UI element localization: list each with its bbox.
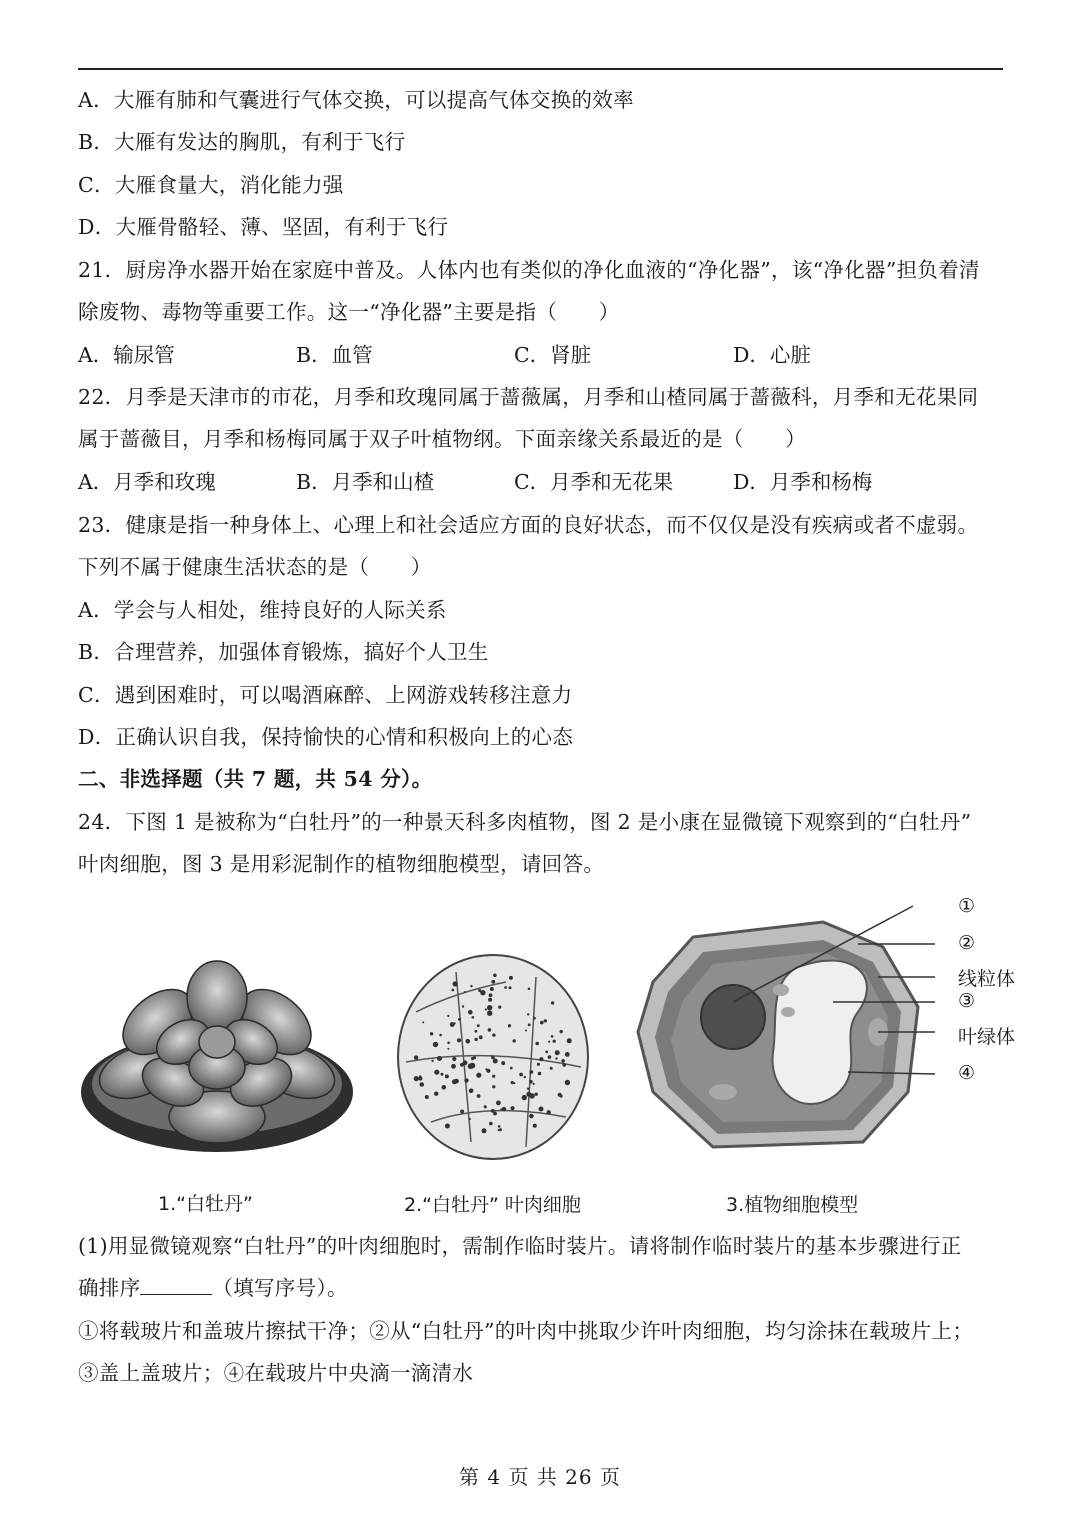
chloroplast-speck [524, 1076, 526, 1078]
chloroplast-speck [487, 1011, 492, 1016]
chloroplast-speck [434, 1070, 439, 1075]
q23-option-d: D．正确认识自我，保持愉快的心情和积极向上的心态 [78, 725, 574, 749]
chloroplast-speck [533, 1083, 535, 1085]
q24-stem-line2: 叶肉细胞，图 3 是用彩泥制作的植物细胞模型，请回答。 [78, 852, 605, 876]
chloroplast-speck [437, 1056, 441, 1060]
header-rule [78, 68, 1003, 70]
callout-chloroplast: 叶绿体 [958, 1026, 1016, 1048]
chloroplast-speck [565, 1052, 570, 1057]
chloroplast-speck [460, 1110, 464, 1114]
chloroplast-speck [477, 1024, 480, 1027]
chloroplast-speck [567, 1038, 572, 1043]
chloroplast-speck [480, 990, 485, 995]
chloroplast-speck [551, 1001, 554, 1004]
chloroplast-speck [519, 1073, 523, 1077]
q24-steps-line2: ③盖上盖玻片；④在载玻片中央滴一滴清水 [78, 1361, 474, 1385]
q22-stem-line1: 22．月季是天津市的市花，月季和玫瑰同属于蔷薇属，月季和山楂同属于蔷薇科，月季和无花果同 [78, 385, 979, 409]
chloroplast-speck [528, 1023, 531, 1026]
q21-option-a: A．输尿管 [78, 343, 175, 367]
chloroplast-speck [522, 1095, 527, 1100]
chloroplast-speck [464, 991, 466, 993]
chloroplast-speck [488, 998, 492, 1002]
chloroplast-speck [447, 1042, 450, 1045]
section2-heading: 二、非选择题（共 7 题，共 54 分）。 [78, 767, 433, 791]
callout-2: ② [958, 932, 976, 954]
chloroplast-speck [475, 1030, 478, 1033]
chloroplast-speck [479, 1035, 483, 1039]
chloroplast-speck [548, 1041, 550, 1043]
chloroplast-speck [469, 1118, 471, 1120]
chloroplast-speck [490, 987, 494, 991]
chloroplast-speck [493, 1059, 498, 1064]
chloroplast-speck [551, 1035, 554, 1038]
chloroplast-speck [529, 1114, 534, 1119]
chloroplast-speck [414, 1055, 418, 1059]
chloroplast-speck [529, 1070, 533, 1074]
chloroplast-speck [477, 1094, 481, 1098]
chloroplast-speck [457, 1038, 461, 1042]
chloroplast-speck [468, 1010, 473, 1015]
q23-stem-line1: 23．健康是指一种身体上、心理上和社会适应方面的良好状态，而不仅仅是没有疾病或者不虚弱。 [78, 513, 979, 537]
q20-option-b: B．大雁有发达的胸肌，有利于飞行 [78, 130, 406, 154]
chloroplast-speck [527, 1013, 529, 1015]
chloroplast-speck [511, 1106, 515, 1110]
chloroplast-speck [422, 1021, 424, 1023]
chloroplast-speck [476, 1073, 481, 1078]
chloroplast-speck [451, 989, 454, 992]
chloroplast-speck [453, 981, 458, 986]
figure2-mesophyll-cell-image [396, 952, 590, 1162]
chloroplast-speck [433, 1042, 438, 1047]
chloroplast-speck [560, 1030, 563, 1033]
chloroplast-speck [526, 1092, 531, 1097]
chloroplast-speck [511, 1081, 514, 1084]
chloroplast-speck [508, 1024, 511, 1027]
q21-option-d: D．心脏 [733, 343, 811, 367]
chloroplast-speck [535, 1042, 539, 1046]
chloroplast-speck [491, 1056, 495, 1060]
chloroplast-speck [441, 1073, 444, 1076]
q20-option-a: A．大雁有肺和气囊进行气体交换，可以提高气体交换的效率 [78, 88, 634, 112]
q21-stem-line1: 21．厨房净水器开始在家庭中普及。人体内也有类似的净化血液的“净化器”，该“净化器”担负着清 [78, 258, 980, 282]
chloroplast-speck [442, 1085, 447, 1090]
chloroplast-speck [485, 1008, 487, 1010]
chloroplast-speck [555, 1057, 557, 1059]
q23-option-c: C．遇到困难时，可以喝酒麻醉、上网游戏转移注意力 [78, 683, 573, 707]
chloroplast-speck [420, 1082, 425, 1087]
callout-3: ③ [958, 990, 976, 1012]
chloroplast-speck [493, 974, 497, 978]
answer-blank[interactable] [140, 1276, 212, 1295]
chloroplast-speck [430, 1032, 433, 1035]
q24-steps-line1: ①将载玻片和盖玻片擦拭干净；②从“白牡丹”的叶肉中挑取少许叶肉细胞，均匀涂抹在载玻片上； [78, 1319, 974, 1343]
chloroplast-speck [445, 1074, 449, 1078]
figure1-caption: 1.“白牡丹” [158, 1193, 253, 1215]
figure1-succulent-image [78, 942, 356, 1182]
chloroplast-speck [470, 985, 472, 987]
chloroplast-speck [533, 1124, 537, 1128]
chloroplast-speck [499, 1128, 502, 1131]
chloroplast-speck [537, 1063, 540, 1066]
chloroplast-speck [528, 988, 531, 991]
chloroplast-speck [501, 1061, 505, 1065]
chloroplast-speck [431, 1060, 433, 1062]
q20-option-c: C．大雁食量大，消化能力强 [78, 173, 344, 197]
chloroplast-speck [445, 1124, 450, 1129]
callout-mitochondria: 线粒体 [958, 968, 1016, 990]
chloroplast-speck [489, 1122, 493, 1126]
q22-option-a: A．月季和玫瑰 [78, 470, 216, 494]
chloroplast-speck [484, 1105, 487, 1108]
chloroplast-speck [447, 1015, 449, 1017]
chloroplast-speck [466, 1039, 471, 1044]
chloroplast-speck [535, 1093, 538, 1096]
chloroplast-speck [425, 1095, 429, 1099]
chloroplast-speck [414, 1076, 419, 1081]
figure3-plant-cell-model-image [623, 892, 1008, 1172]
chloroplast-speck [462, 1005, 464, 1007]
chloroplast-speck [491, 980, 495, 984]
q24-figures [78, 892, 1016, 1222]
chloroplast-speck [562, 1063, 566, 1067]
chloroplast-speck [485, 1068, 487, 1070]
chloroplast-speck [470, 1063, 476, 1069]
q23-option-a: A．学会与人相处，维持良好的人际关系 [78, 598, 447, 622]
chloroplast-speck [469, 1089, 474, 1094]
chloroplast-speck [500, 1108, 502, 1110]
chloroplast-speck [489, 993, 493, 997]
chloroplast-speck [439, 1034, 442, 1037]
q21-option-c: C．肾脏 [514, 343, 592, 367]
q24-sub1-line2 [78, 1274, 348, 1302]
chloroplast-speck [460, 1063, 464, 1067]
q24-sub1-line1: (1)用显微镜观察“白牡丹”的叶肉细胞时，需制作临时装片。请将制作临时装片的基本步骤进行正 [78, 1234, 962, 1258]
chloroplast-speck [533, 1017, 536, 1020]
chloroplast-speck [545, 1051, 548, 1054]
q22-option-c: C．月季和无花果 [514, 470, 674, 494]
q22-option-d: D．月季和杨梅 [733, 470, 873, 494]
chloroplast-speck [513, 1039, 516, 1042]
chloroplast-speck [451, 1064, 456, 1069]
chloroplast-speck [487, 1005, 492, 1010]
figure2-caption: 2.“白牡丹” 叶肉细胞 [404, 1194, 581, 1216]
chloroplast-speck [560, 1095, 563, 1098]
chloroplast-speck [492, 1085, 495, 1088]
figure3-caption: 3.植物细胞模型 [726, 1194, 859, 1216]
chloroplast-speck [496, 1101, 501, 1106]
chloroplast-speck [419, 1075, 421, 1077]
chloroplast-speck [539, 1107, 544, 1112]
chloroplast-speck [509, 986, 512, 989]
chloroplast-speck [491, 1109, 495, 1113]
chloroplast-speck [544, 1019, 547, 1022]
chloroplast-speck [492, 1075, 495, 1078]
chloroplast-speck [474, 1038, 477, 1041]
chloroplast-speck [452, 1079, 457, 1084]
page-footer: 第 4 页 共 26 页 [459, 1465, 621, 1489]
q24-sub1-suffix: （填写序号）。 [212, 1276, 348, 1300]
chloroplast-speck [547, 1110, 551, 1114]
chloroplast-speck [447, 1048, 449, 1050]
chloroplast-speck [492, 1033, 495, 1036]
chloroplast-speck [538, 1072, 542, 1076]
callout-1: ① [958, 895, 976, 917]
chloroplast-speck [509, 976, 513, 980]
chloroplast-speck [498, 1006, 501, 1009]
chloroplast-speck [557, 1052, 560, 1055]
q22-stem-line2: 属于蔷薇目，月季和杨梅同属于双子叶植物纲。下面亲缘关系最近的是（ ） [78, 427, 806, 451]
chloroplast-speck [548, 1055, 552, 1059]
chloroplast-speck [488, 1028, 492, 1032]
chloroplast-speck [550, 1067, 553, 1070]
chloroplast-speck [540, 1021, 544, 1025]
chloroplast-speck [471, 1057, 474, 1060]
q24-sub1-prefix: 确排序 [78, 1276, 141, 1300]
chloroplast-speck [453, 1022, 455, 1024]
chloroplast-speck [452, 1057, 456, 1061]
chloroplast-speck [510, 1067, 513, 1070]
chloroplast-speck [553, 1040, 556, 1043]
chloroplast-speck [458, 1018, 461, 1021]
q23-stem-line2: 下列不属于健康生活状态的是（ ） [78, 555, 432, 579]
chloroplast-speck [482, 1128, 487, 1133]
chloroplast-speck [561, 1059, 565, 1063]
chloroplast-speck [504, 986, 507, 989]
chloroplast-speck [464, 1078, 468, 1082]
chloroplast-speck [472, 1016, 475, 1019]
q23-option-b: B．合理营养，加强体育锻炼，搞好个人卫生 [78, 640, 489, 664]
chloroplast-speck [498, 1125, 501, 1128]
chloroplast-speck [539, 1057, 543, 1061]
chloroplast-speck [434, 1092, 438, 1096]
chloroplast-speck [525, 1030, 527, 1032]
q21-stem-line2: 除废物、毒物等重要工作。这一“净化器”主要是指（ ） [78, 300, 620, 324]
chloroplast-speck [565, 1080, 570, 1085]
chloroplast-speck [529, 1080, 533, 1084]
q22-option-b: B．月季和山楂 [296, 470, 435, 494]
callout-4: ④ [958, 1062, 976, 1084]
q21-option-b: B．血管 [296, 343, 373, 367]
q20-option-d: D．大雁骨骼轻、薄、坚固，有利于飞行 [78, 215, 449, 239]
chloroplast-speck [527, 1088, 529, 1090]
q24-stem-line1: 24．下图 1 是被称为“白牡丹”的一种景天科多肉植物，图 2 是小康在显微镜下观察到的“白牡丹” [78, 810, 972, 834]
